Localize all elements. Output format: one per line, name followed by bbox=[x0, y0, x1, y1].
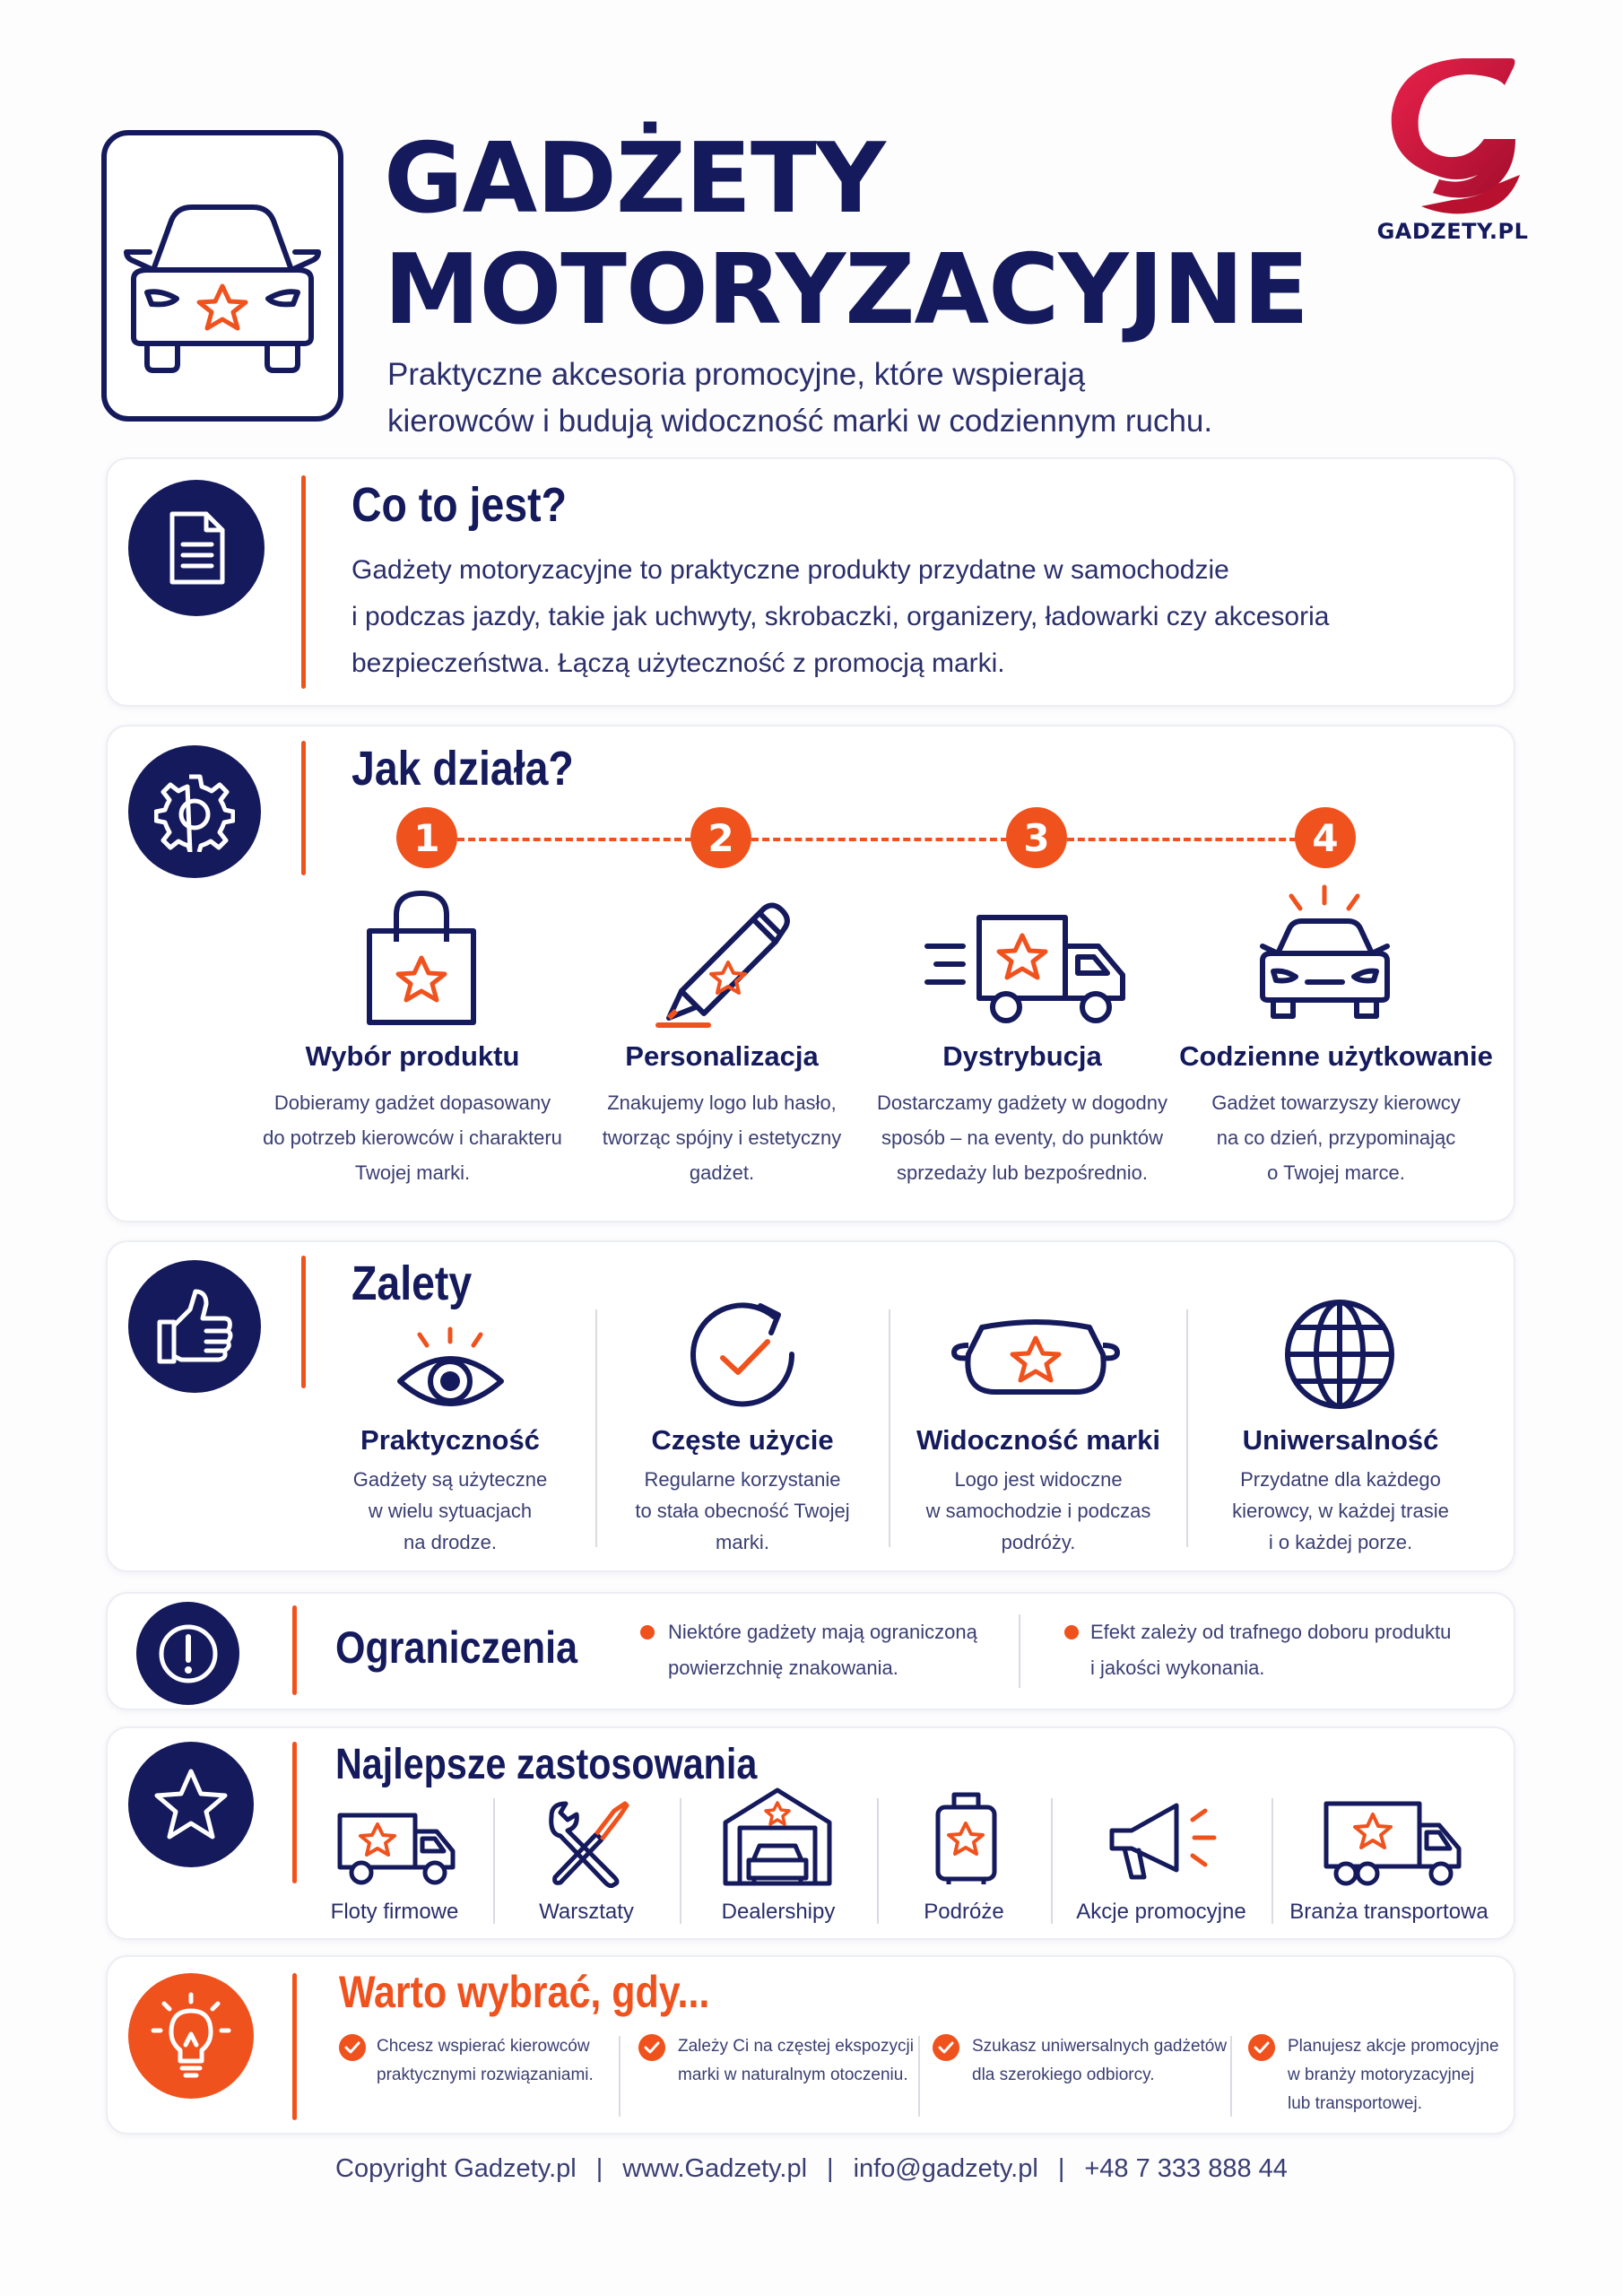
pros-icon-4 bbox=[1282, 1297, 1397, 1412]
step-line: sposób – na eventy, do punktów bbox=[881, 1126, 1163, 1149]
what-line-2: i podczas jazdy, takie jak uchwyty, skrobaczki, organizery, ładowarki czy akcesoria bbox=[352, 602, 1330, 631]
footer bbox=[0, 2154, 1623, 2184]
pros-title: Praktyczność bbox=[360, 1424, 540, 1456]
use-icon-2 bbox=[542, 1798, 632, 1888]
step-line: do potrzeb kierowców i charakteru bbox=[263, 1126, 562, 1149]
pros-line: kierowcy, w każdej trasie bbox=[1232, 1500, 1449, 1522]
pros-description bbox=[307, 1464, 594, 1558]
star-icon bbox=[152, 1767, 230, 1842]
windshield-icon bbox=[950, 1309, 1121, 1399]
section-title: Zalety bbox=[352, 1257, 473, 1310]
star-icon-circle bbox=[128, 1742, 254, 1867]
when-line: lub transportowej. bbox=[1288, 2094, 1422, 2113]
megaphone-icon bbox=[1105, 1798, 1221, 1883]
step-icon-3 bbox=[924, 910, 1130, 1027]
step-description bbox=[565, 1085, 879, 1190]
delivery-truck-icon bbox=[924, 910, 1130, 1027]
accent-bar bbox=[301, 741, 306, 875]
when-item bbox=[678, 2032, 916, 2090]
step-title: Codzienne użytkowanie bbox=[1179, 1040, 1493, 1072]
limit-line: powierzchnię znakowania. bbox=[668, 1657, 898, 1679]
pros-line: marki. bbox=[716, 1531, 769, 1553]
accent-bar bbox=[301, 1256, 306, 1388]
step-description bbox=[865, 1085, 1179, 1190]
pros-description bbox=[1197, 1464, 1484, 1558]
step-title: Dystrybucja bbox=[942, 1040, 1102, 1072]
suitcase-icon bbox=[933, 1789, 1000, 1888]
divider bbox=[619, 2036, 621, 2117]
truck-icon bbox=[336, 1810, 457, 1886]
step-number: 2 bbox=[690, 807, 751, 868]
what-description bbox=[352, 547, 1481, 687]
bullet bbox=[640, 1625, 655, 1639]
footer-copyright: Copyright Gadzety.pl bbox=[335, 2154, 577, 2183]
garage-icon bbox=[722, 1785, 834, 1888]
car-icon bbox=[1246, 883, 1403, 1027]
use-icon-5 bbox=[1105, 1798, 1221, 1883]
footer-website-link[interactable]: www.Gadzety.pl bbox=[622, 2154, 808, 2183]
check-icon bbox=[1248, 2034, 1275, 2061]
what-line-3: bezpieczeństwa. Łączą użyteczność z promocją marki. bbox=[352, 648, 1005, 678]
gear-icon-circle bbox=[128, 745, 261, 878]
lightbulb-icon bbox=[146, 1991, 236, 2081]
pros-line: i o każdej porze. bbox=[1268, 1531, 1413, 1553]
divider bbox=[1230, 2036, 1232, 2117]
pros-line: w samochodzie i podczas bbox=[925, 1500, 1151, 1522]
footer-phone-link[interactable]: +48 7 333 888 44 bbox=[1084, 2154, 1288, 2183]
subtitle-line-1: Praktyczne akcesoria promocyjne, które wspierają bbox=[387, 357, 1086, 392]
document-icon bbox=[165, 510, 228, 586]
hero-icon-frame bbox=[101, 130, 343, 422]
car-icon bbox=[107, 135, 338, 416]
when-item bbox=[377, 2032, 614, 2090]
accent-bar bbox=[292, 1742, 297, 1883]
section-title: Jak działa? bbox=[352, 742, 574, 796]
divider bbox=[918, 2036, 920, 2117]
accent-bar bbox=[292, 1605, 297, 1695]
subtitle-line-2: kierowców i budują widoczność marki w codziennym ruchu. bbox=[387, 404, 1213, 439]
pros-title: Uniwersalność bbox=[1242, 1424, 1439, 1456]
use-label: Warsztaty bbox=[539, 1900, 634, 1924]
footer-separator: | bbox=[595, 2154, 603, 2183]
use-label: Floty firmowe bbox=[330, 1900, 459, 1924]
pros-title: Widoczność marki bbox=[916, 1424, 1160, 1456]
title-line-1: GADŻETY bbox=[384, 123, 885, 235]
what-line-1: Gadżety motoryzacyjne to praktyczne produkty przydatne w samochodzie bbox=[352, 555, 1229, 585]
limit-line: i jakości wykonania. bbox=[1090, 1657, 1265, 1679]
when-line: Szukasz uniwersalnych gadżetów bbox=[972, 2037, 1228, 2056]
step-line: gadżet. bbox=[689, 1161, 755, 1184]
step-number: 3 bbox=[1006, 807, 1067, 868]
limit-line: Efekt zależy od trafnego doboru produktu bbox=[1090, 1621, 1452, 1643]
exclamation-icon-circle bbox=[136, 1602, 239, 1705]
pros-icon-1 bbox=[395, 1326, 507, 1415]
use-icon-6 bbox=[1323, 1798, 1464, 1888]
pros-description bbox=[603, 1464, 882, 1558]
pros-line: Gadżety są użyteczne bbox=[352, 1468, 548, 1491]
page-title bbox=[384, 124, 1308, 346]
shopping-bag-icon bbox=[359, 888, 484, 1031]
divider bbox=[889, 1309, 890, 1547]
pros-line: na drodze. bbox=[404, 1531, 497, 1553]
step-description bbox=[251, 1085, 574, 1190]
use-icon-3 bbox=[722, 1785, 834, 1888]
step-line: Znakujemy logo lub hasło, bbox=[607, 1091, 837, 1114]
step-connector bbox=[1067, 838, 1297, 841]
thumbs-up-icon bbox=[154, 1286, 235, 1367]
step-connector bbox=[751, 838, 1008, 841]
refresh-check-icon bbox=[689, 1299, 801, 1411]
divider bbox=[1186, 1309, 1188, 1547]
pros-line: Regularne korzystanie bbox=[644, 1468, 841, 1491]
tools-icon bbox=[542, 1798, 632, 1888]
step-line: Dostarczamy gadżety w dogodny bbox=[876, 1091, 1168, 1114]
pros-line: w wielu sytuacjach bbox=[368, 1500, 533, 1522]
footer-separator: | bbox=[827, 2154, 834, 2183]
step-line: sprzedaży lub bezpośrednio. bbox=[896, 1161, 1149, 1184]
pros-line: Logo jest widoczne bbox=[954, 1468, 1123, 1491]
globe-icon bbox=[1282, 1297, 1397, 1412]
limit-item bbox=[1090, 1614, 1503, 1686]
step-line: Dobieramy gadżet dopasowany bbox=[273, 1091, 551, 1114]
step-number: 4 bbox=[1295, 807, 1356, 868]
step-line: Twojej marki. bbox=[354, 1161, 471, 1184]
step-title: Personalizacja bbox=[625, 1040, 819, 1072]
when-line: marki w naturalnym otoczeniu. bbox=[678, 2066, 908, 2084]
pen-icon bbox=[646, 892, 798, 1031]
pros-line: to stała obecność Twojej bbox=[635, 1500, 850, 1522]
pros-icon-3 bbox=[950, 1309, 1121, 1399]
step-icon-1 bbox=[359, 888, 484, 1031]
use-label: Podróże bbox=[924, 1900, 1004, 1924]
pros-icon-2 bbox=[689, 1299, 801, 1411]
when-line: Chcesz wspierać kierowców bbox=[377, 2037, 590, 2056]
use-icon-4 bbox=[933, 1789, 1000, 1888]
when-line: w branży motoryzacyjnej bbox=[1288, 2066, 1475, 2084]
step-line: Gadżet towarzyszy kierowcy bbox=[1211, 1091, 1461, 1114]
step-connector bbox=[457, 838, 692, 841]
accent-bar bbox=[292, 1973, 297, 2120]
logo-mark-icon bbox=[1363, 49, 1542, 220]
when-item bbox=[972, 2032, 1228, 2090]
check-icon bbox=[339, 2034, 366, 2061]
truck-icon bbox=[1323, 1798, 1464, 1888]
pros-description bbox=[895, 1464, 1182, 1558]
title-line-2: MOTORYZACYJNE bbox=[384, 234, 1308, 346]
step-line: na co dzień, przypominając bbox=[1216, 1126, 1456, 1149]
pros-line: podróży. bbox=[1001, 1531, 1076, 1553]
bullet bbox=[1064, 1625, 1079, 1639]
when-line: Planujesz akcje promocyjne bbox=[1288, 2037, 1499, 2056]
section-title: Warto wybrać, gdy... bbox=[339, 1967, 710, 2017]
pros-title: Częste użycie bbox=[651, 1424, 834, 1456]
accent-bar bbox=[301, 475, 306, 689]
lightbulb-icon-circle bbox=[128, 1973, 254, 2099]
divider bbox=[1019, 1614, 1020, 1688]
eye-icon bbox=[395, 1326, 507, 1415]
use-icon-1 bbox=[336, 1810, 457, 1886]
step-description bbox=[1175, 1085, 1497, 1190]
footer-email-link[interactable]: info@gadzety.pl bbox=[853, 2154, 1038, 2183]
section-title: Co to jest? bbox=[352, 478, 567, 532]
use-label: Akcje promocyjne bbox=[1076, 1900, 1246, 1924]
use-label: Branża transportowa bbox=[1289, 1900, 1488, 1924]
exclamation-icon bbox=[157, 1622, 220, 1685]
step-line: o Twojej marce. bbox=[1267, 1161, 1405, 1184]
when-item bbox=[1288, 2032, 1512, 2118]
pros-line: Przydatne dla każdego bbox=[1240, 1468, 1441, 1491]
step-number: 1 bbox=[396, 807, 457, 868]
footer-separator: | bbox=[1057, 2154, 1065, 2183]
check-icon bbox=[638, 2034, 665, 2061]
limit-line: Niektóre gadżety mają ograniczoną bbox=[668, 1621, 977, 1643]
when-line: dla szerokiego odbiorcy. bbox=[972, 2066, 1155, 2084]
step-icon-4 bbox=[1246, 883, 1403, 1027]
gear-icon bbox=[154, 771, 235, 852]
step-icon-2 bbox=[646, 892, 798, 1031]
section-title: Ograniczenia bbox=[335, 1622, 578, 1673]
limit-item bbox=[668, 1614, 1045, 1686]
step-title: Wybór produktu bbox=[305, 1040, 520, 1072]
section-title: Najlepsze zastosowania bbox=[335, 1741, 758, 1788]
step-line: tworząc spójny i estetyczny bbox=[602, 1126, 842, 1149]
divider bbox=[595, 1309, 597, 1547]
logo-text: GADZETY.PL bbox=[1376, 219, 1529, 244]
page-subtitle bbox=[387, 352, 1284, 445]
document-icon-circle bbox=[128, 480, 265, 616]
when-line: praktycznymi rozwiązaniami. bbox=[377, 2066, 594, 2084]
check-icon bbox=[933, 2034, 959, 2061]
when-line: Zależy Ci na częstej ekspozycji bbox=[678, 2037, 914, 2056]
use-label: Dealershipy bbox=[721, 1900, 836, 1924]
thumbs-up-icon-circle bbox=[128, 1260, 261, 1393]
